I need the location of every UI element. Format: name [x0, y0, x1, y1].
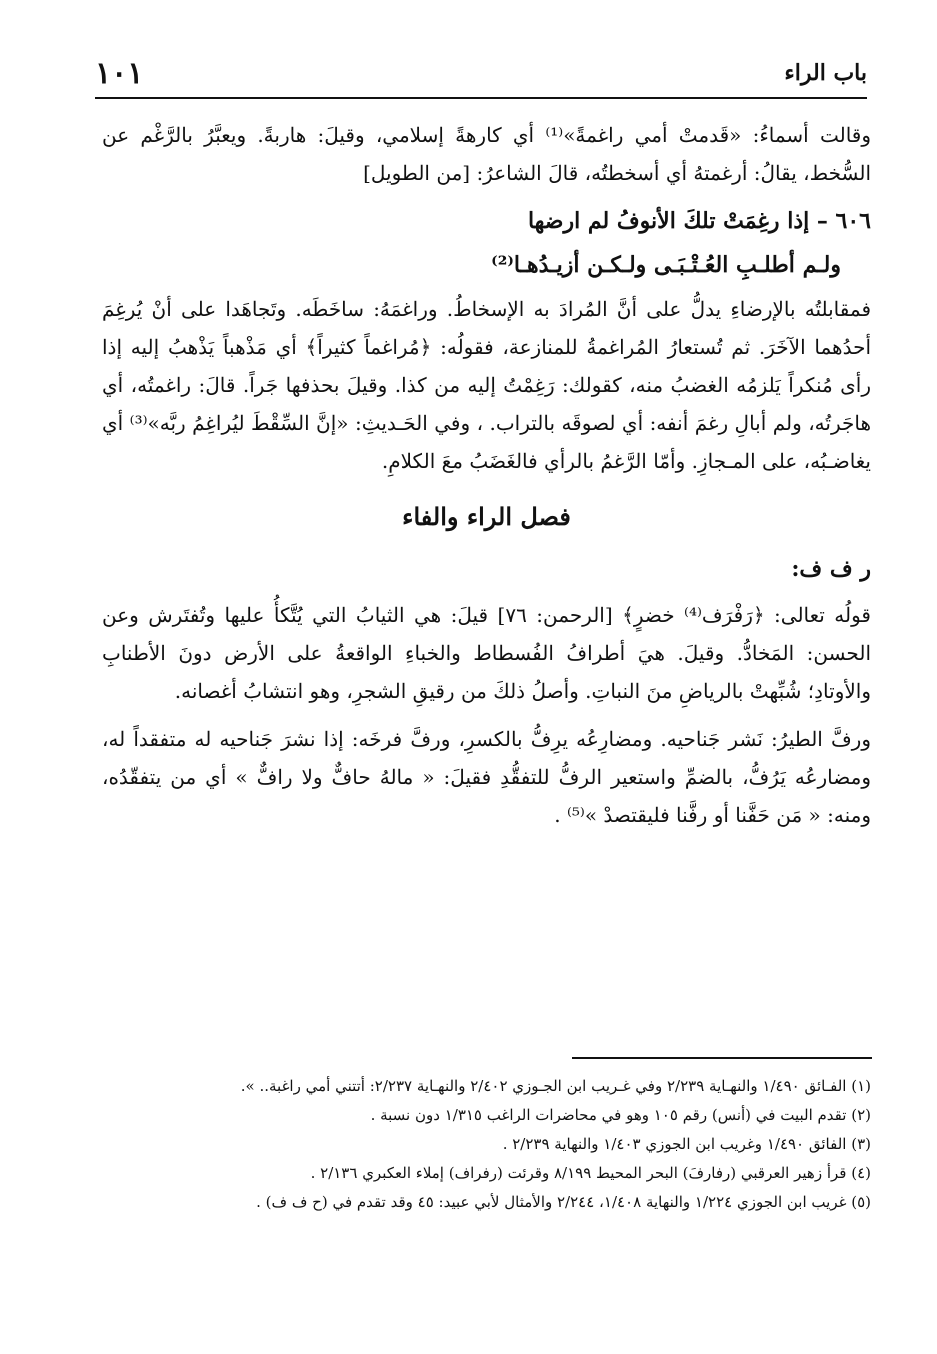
verse-line-1: ٦٠٦ – إذا رغِمَتْ تلكَ الأنوفُ لم ارضها — [527, 208, 871, 234]
footnote-5: (٥) غريب ابن الجوزي ١/٢٢٤ والنهاية ١/٤٠٨، ٢/٢٤٤ والأمثال لأبي عبيد: ٤٥ وقد تقدم في (ح ف ف) . — [256, 1193, 871, 1211]
main-text — [102, 116, 871, 844]
paragraph-4: ورفَّ الطيرُ: نَشر جَناحيه. ومضارِعُه يرِفُّ بالكسرِ، ورفَّ فرخَه: إذا نشرَ جَناحيه له متفقداً له، ومضارعُه يَرُفُّ، بالضمِّ واستعير الرفُّ للتفقُّدِ فقيلَ: « مالهُ حافٌّ ولا رافٌّ » أي من يتفقّدُه، ومنه: « مَن حَفَّنا أو رفَّنا فليقتصدْ »⁽⁵⁾ . — [102, 727, 871, 827]
footnote-1: (١) الفـائق ١/٤٩٠ والنهـاية ٢/٢٣٩ وفي غـريب ابن الجـوزي ٢/٤٠٢ والنهـاية ٢/٢٣٧: أتتني أمي راغبة.. ». — [240, 1077, 871, 1095]
entry-heading: ر ف ف: — [791, 556, 871, 582]
chapter-title: باب الراء — [784, 60, 867, 86]
paragraph-2: فمقابلتُه بالإرضاءِ يدلُّ على أنَّ المُرادَ به الإسخاطُ. وراغمَهُ: ساخَطَه. وتَجاهَدا على أنْ يُرغِمَ أحدُهما الآخَرَ. ثم تُستعارُ المُراغمةُ للمنازعة، فقولُه: ﴿مُراغماً كثيراً﴾ أي مَذْهباً يَذْهبُ إليه إذا رأى مُنكراً يَلزمُه الغضبُ منه، كقولك: رَغِمْتُ إليه من كذا. وقيلَ بحذفها جَراً. قالَ: راغمتُه، أي هاجَرتُه، ولم أبالِ رغمَ أنفه: أي لصوقَه بالتراب. ، وفي الحَـديثِ: «إنَّ السِّقْطَ ليُراغِمُ ربَّه»⁽³⁾ أي يغاضـبُه، على المـجازِ. وأمّا الرَّغمُ بالرأي فالغَضَبُ معَ الكلامِ. — [102, 297, 872, 473]
footnote-2: (٢) تقدم البيت في (أنس) رقم ١٠٥ وهو في محاضرات الراغب ١/٣١٥ دون نسبة . — [370, 1106, 871, 1124]
footnote-4: (٤) قرأ زهير العرقبي (رفارفَ) البحر المحيط ٨/١٩٩ وقرئت (رفراف) إملاء العكبري ٢/١٣٦ . — [310, 1164, 871, 1182]
paragraph-1: وقالت أسماءُ: «قَدمتْ أمي راغمةً»⁽¹⁾ أي كارهةً إسلامي، وقيلَ: هاربةً. ويعبَّرُ بالرَّغْم عن السُّخط، يقالُ: أرغمتهُ أي أسخطتُه، قالَ الشاعرُ: [من الطويل] — [102, 123, 872, 185]
paragraph-3: قولُه تعالى: ﴿رَفْرَف⁽⁴⁾ خضرٍ﴾ [الرحمن: ٧٦] قيلَ: هي الثيابُ التي يُتَّكأُ عليها وتُفتَرش وعن الحسن: المَخادُّ. وقيلَ. هيَ أطرافُ الفُسطاط والخباءِ الواقعةُ على الأرض دونَ الأطنابِ والأوتادِ؛ شُبِّهتْ بالرياضِ منَ النباتِ. وأصلُ ذلكَ من رقيقِ الشجرِ، وهو انتشابُ أغصانه. — [102, 603, 871, 703]
page-header — [95, 56, 867, 96]
verse-line-2: ولـم أطلـبِ العُـتْـبَـى ولـكـن أزيـدُهـا⁽²⁾ — [491, 252, 841, 278]
page-number: ١٠١ — [95, 56, 144, 91]
footnotes — [102, 1072, 871, 1217]
footnote-3: (٣) الفائق ١/٤٩٠ وغريب ابن الجوزي ١/٤٠٣ والنهاية ٢/٢٣٩ . — [502, 1135, 871, 1153]
section-title: فصل الراء والفاء — [402, 502, 571, 531]
footnote-divider — [572, 1057, 872, 1059]
header-divider — [95, 97, 867, 99]
